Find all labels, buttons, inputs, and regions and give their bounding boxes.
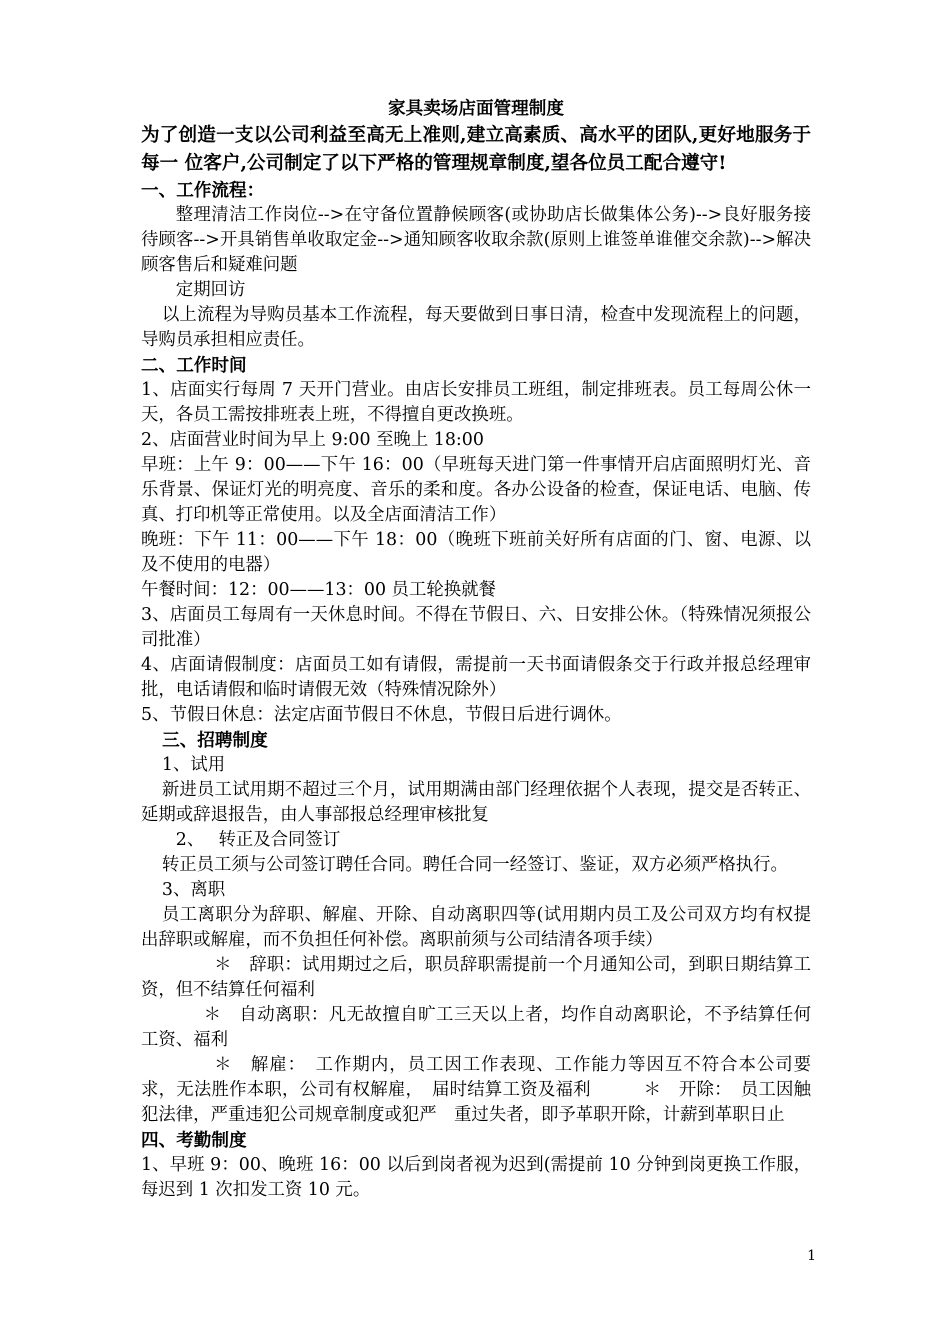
paragraph-dismissal: ＊ 解雇： 工作期内，员工因工作表现、工作能力等因互不符合本公司要求，无法胜作本职，公司有权解雇， 届时结算工资及福利 ＊ 开除： 员工因触犯法律，严重违犯公司规章制度或犯严 重过失者，即予革职开除，计薪到革职日止 — [141, 1055, 811, 1125]
section-heading-recruitment: 三、招聘制度 — [162, 730, 268, 751]
paragraph-workflow-visit: 定期回访 — [175, 280, 246, 300]
subheading-probation: 1、试用 — [161, 755, 226, 775]
subheading-contract: 2、 转正及合同签订 — [175, 830, 341, 850]
paragraph-contract: 转正员工须与公司签订聘任合同。聘任合同一经签订、鉴证，双方必须严格执行。 — [161, 855, 788, 875]
subheading-resignation: 3、离职 — [161, 880, 226, 900]
section-heading-attendance: 四、考勤制度 — [141, 1130, 247, 1151]
document-body — [141, 96, 811, 1203]
paragraph-workflow-steps: 整理清洁工作岗位-->在守备位置静候顾客(或协助店长做集体公务)-->良好服务接待顾客-->开具销售单收取定金-->通知顾客收取余款(原则上谁签单谁催交余款)-->解决顾客售后和疑难问题 — [141, 205, 811, 275]
intro-paragraph: 为了创造一支以公司利益至高无上准则,建立高素质、高水平的团队,更好地服务于每一 位客户,公司制定了以下严格的管理规章制度,望各位员工配合遵守! — [141, 125, 811, 174]
section-heading-workflow: 一、工作流程： — [141, 180, 265, 201]
paragraph-work-time-5: 5、节假日休息：法定店面节假日不休息，节假日后进行调休。 — [141, 705, 622, 725]
paragraph-lunch-time: 午餐时间：12：00——13：00 员工轮换就餐 — [141, 580, 496, 600]
paragraph-work-time-3: 3、店面员工每周有一天休息时间。不得在节假日、六、日安排公休。（特殊情况须报公司批准） — [141, 605, 811, 650]
document-title: 家具卖场店面管理制度 — [388, 98, 564, 119]
paragraph-attendance-1: 1、早班 9：00、晚班 16：00 以后到岗者视为迟到(需提前 10 分钟到岗更换工作服，每迟到 1 次扣发工资 10 元。 — [141, 1155, 811, 1200]
paragraph-quit: ＊ 辞职：试用期过之后，职员辞职需提前一个月通知公司，到职日期结算工资，但不结算任何福利 — [141, 955, 811, 1000]
paragraph-work-time-2: 2、店面营业时间为早上 9:00 至晚上 18:00 — [141, 430, 484, 450]
paragraph-probation: 新进员工试用期不超过三个月，试用期满由部门经理依据个人表现，提交是否转正、延期或辞退报告，由人事部报总经理审核批复 — [141, 780, 811, 825]
paragraph-resignation: 员工离职分为辞职、解雇、开除、自动离职四等(试用期内员工及公司双方均有权提出辞职或解雇，而不负担任何补偿。离职前须与公司结清各项手续） — [141, 905, 811, 950]
paragraph-work-time-4: 4、店面请假制度：店面员工如有请假，需提前一天书面请假条交于行政并报总经理审批，电话请假和临时请假无效（特殊情况除外） — [141, 655, 811, 700]
paragraph-evening-shift: 晚班：下午 11：00——下午 18：00（晚班下班前关好所有店面的门、窗、电源、以及不使用的电器） — [141, 530, 811, 575]
paragraph-auto-leave: ＊ 自动离职：凡无故擅自旷工三天以上者，均作自动离职论，不予结算任何工资、福利 — [141, 1005, 811, 1050]
paragraph-workflow-note: 以上流程为导购员基本工作流程，每天要做到日事日清，检查中发现流程上的问题，导购员承担相应责任。 — [141, 305, 811, 350]
paragraph-morning-shift: 早班：上午 9：00——下午 16：00（早班每天进门第一件事情开启店面照明灯光、音乐背景、保证灯光的明亮度、音乐的柔和度。各办公设备的检查，保证电话、电脑、传真、打印机等正常使用。以及全店面清洁工作） — [141, 455, 811, 525]
section-heading-work-time: 二、工作时间 — [141, 355, 247, 376]
page-number: 1 — [807, 1248, 816, 1264]
paragraph-work-time-1: 1、店面实行每周 7 天开门营业。由店长安排员工班组，制定排班表。员工每周公休一天，各员工需按排班表上班，不得擅自更改换班。 — [141, 380, 811, 425]
